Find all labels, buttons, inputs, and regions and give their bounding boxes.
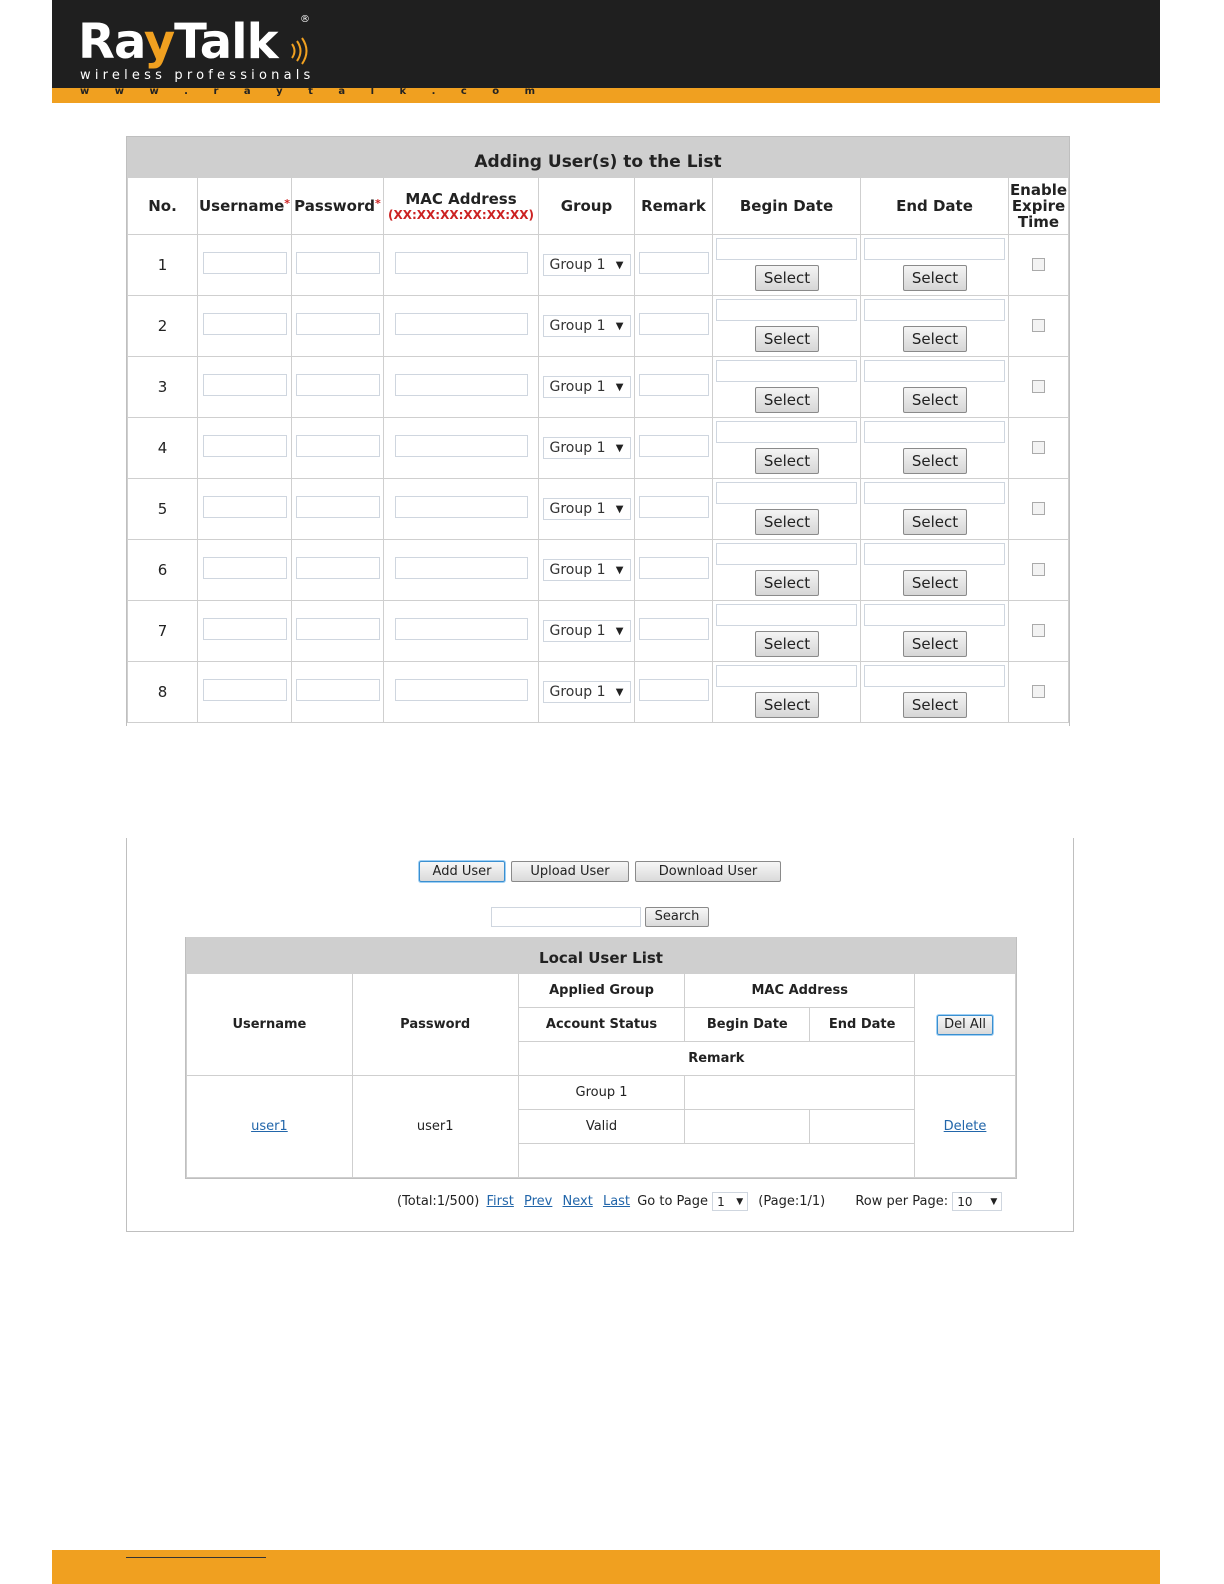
end-date-input[interactable] [864,238,1005,260]
password-cell [292,601,384,662]
chevron-down-icon: ▼ [615,442,624,454]
local-users-panel [126,838,1074,1232]
begin-date-cell [713,296,861,357]
remark-input[interactable] [639,435,709,457]
begin-date-select-button[interactable]: Select [755,631,819,657]
mac-input[interactable] [395,252,528,274]
del-all-button[interactable]: Del All [937,1015,993,1035]
add-users-title: Adding User(s) to the List [127,137,1069,177]
expire-cell [1009,418,1069,479]
remark-cell [635,479,713,540]
chevron-down-icon: ▼ [615,259,624,271]
remark-cell [635,540,713,601]
add-users-panel [126,136,1070,726]
add-users-table [127,177,1069,723]
row-number: 2 [128,296,198,357]
password-cell [292,418,384,479]
begin-date-input[interactable] [716,299,857,321]
chevron-down-icon: ▼ [615,503,624,515]
group-select[interactable]: Group 1 ▼ [543,498,631,520]
end-date-input[interactable] [864,543,1005,565]
end-date-select-button[interactable]: Select [903,448,967,474]
user-mac-cell [685,1076,915,1110]
add-user-row [128,540,1069,601]
pager-next-link[interactable]: Next [562,1194,593,1209]
user-remark-cell [518,1144,914,1178]
begin-date-cell [713,540,861,601]
password-input[interactable] [296,496,380,518]
enable-expire-checkbox[interactable] [1032,685,1045,698]
add-user-row [128,418,1069,479]
username-cell [198,418,292,479]
expire-cell [1009,662,1069,723]
remark-cell [635,357,713,418]
username-input[interactable] [203,374,287,396]
remark-input[interactable] [639,557,709,579]
group-cell [539,601,635,662]
user-group-cell: Group 1 [518,1076,685,1110]
username-input[interactable] [203,313,287,335]
chevron-down-icon: ▼ [615,686,624,698]
chevron-down-icon: ▼ [615,625,624,637]
remark-input[interactable] [639,496,709,518]
end-date-cell [861,479,1009,540]
remark-input[interactable] [639,252,709,274]
row-number: 4 [128,418,198,479]
password-cell [292,540,384,601]
pagination-bar [397,1192,1002,1211]
end-date-select-button[interactable]: Select [903,326,967,352]
begin-date-cell [713,357,861,418]
row-number: 7 [128,601,198,662]
password-input[interactable] [296,679,380,701]
remark-input[interactable] [639,679,709,701]
username-cell [198,296,292,357]
password-cell [292,296,384,357]
begin-date-cell [713,662,861,723]
group-select[interactable]: Group 1 ▼ [543,315,631,337]
username-input[interactable] [203,618,287,640]
begin-date-input[interactable] [716,360,857,382]
add-user-row [128,479,1069,540]
enable-expire-checkbox[interactable] [1032,319,1045,332]
download-user-button[interactable]: Download User [635,861,781,882]
enable-expire-checkbox[interactable] [1032,502,1045,515]
local-user-table [186,973,1016,1178]
begin-date-cell [713,479,861,540]
group-select[interactable]: Group 1 ▼ [543,559,631,581]
mac-cell [384,662,539,723]
mac-cell [384,357,539,418]
password-input[interactable] [296,313,380,335]
username-input[interactable] [203,557,287,579]
expire-cell [1009,296,1069,357]
col-header-remark: Remark [635,178,713,235]
end-date-input[interactable] [864,360,1005,382]
username-input[interactable] [203,679,287,701]
rows-per-page-label: Row per Page: [855,1194,949,1209]
expire-cell [1009,357,1069,418]
chevron-down-icon: ▼ [615,564,624,576]
begin-date-input[interactable] [716,543,857,565]
col-header-username: Username* [198,178,292,235]
add-user-row [128,662,1069,723]
group-cell [539,540,635,601]
end-date-cell [861,601,1009,662]
begin-date-input[interactable] [716,421,857,443]
row-number: 3 [128,357,198,418]
pager-prev-link[interactable]: Prev [524,1194,553,1209]
end-date-cell [861,296,1009,357]
add-user-row [128,357,1069,418]
group-cell [539,235,635,296]
header-actions [915,974,1016,1076]
chevron-down-icon: ▼ [736,1196,744,1207]
pager-page-info: (Page:1/1) [758,1194,826,1209]
password-cell [292,235,384,296]
user-password-cell: user1 [352,1076,518,1178]
pager-total: (Total:1/500) [397,1194,480,1209]
group-select[interactable]: Group 1 ▼ [543,376,631,398]
header-end-date: End Date [810,1008,915,1042]
logo-wordmark: RayTalk [78,14,278,70]
row-number: 5 [128,479,198,540]
delete-user-link[interactable]: Delete [943,1119,987,1134]
pager-goto-label: Go to Page [637,1194,709,1209]
mac-input[interactable] [395,496,528,518]
add-user-row [128,235,1069,296]
user-end-date-cell [810,1110,915,1144]
add-user-row [128,601,1069,662]
group-select[interactable]: Group 1 ▼ [543,681,631,703]
search-input[interactable] [491,907,641,927]
mac-cell [384,235,539,296]
enable-expire-checkbox[interactable] [1032,258,1045,271]
logo-tagline: wireless professionals [80,68,315,83]
group-select[interactable]: Group 1 ▼ [543,437,631,459]
end-date-cell [861,418,1009,479]
raytalk-logo [78,14,547,98]
col-header-no: No. [128,178,198,235]
begin-date-cell [713,601,861,662]
footer-bar [52,1550,1160,1584]
remark-input[interactable] [639,374,709,396]
group-select[interactable]: Group 1 ▼ [543,254,631,276]
footer-rule [126,1557,266,1558]
chevron-down-icon: ▼ [615,381,624,393]
password-cell [292,479,384,540]
remark-cell [635,662,713,723]
header-mac-address: MAC Address [685,974,915,1008]
header-begin-date: Begin Date [685,1008,810,1042]
username-cell [198,601,292,662]
user-username-link[interactable]: user1 [251,1119,288,1134]
enable-expire-checkbox[interactable] [1032,563,1045,576]
begin-date-cell [713,235,861,296]
mac-input[interactable] [395,435,528,457]
rows-per-page-select[interactable]: 10 ▼ [952,1192,1002,1211]
pager-last-link[interactable]: Last [602,1194,631,1209]
mac-format-hint: (XX:XX:XX:XX:XX:XX) [388,208,534,222]
col-header-password: Password* [292,178,384,235]
group-cell [539,662,635,723]
logo-url: w w w . r a y t a l k . c o m [80,86,547,97]
header-account-status: Account Status [518,1008,685,1042]
begin-date-input[interactable] [716,482,857,504]
begin-date-select-button[interactable]: Select [755,509,819,535]
end-date-input[interactable] [864,665,1005,687]
end-date-select-button[interactable]: Select [903,265,967,291]
chevron-down-icon: ▼ [615,320,624,332]
mac-cell [384,540,539,601]
begin-date-select-button[interactable]: Select [755,448,819,474]
group-cell [539,418,635,479]
mac-input[interactable] [395,557,528,579]
remark-cell [635,601,713,662]
expire-cell [1009,601,1069,662]
mac-cell [384,479,539,540]
add-user-button[interactable]: Add User [419,861,505,882]
user-status-cell: Valid [518,1110,685,1144]
end-date-select-button[interactable]: Select [903,509,967,535]
begin-date-select-button[interactable]: Select [755,265,819,291]
mac-cell [384,418,539,479]
remark-input[interactable] [639,618,709,640]
password-cell [292,662,384,723]
local-user-list-title: Local User List [186,937,1016,973]
begin-date-input[interactable] [716,604,857,626]
begin-date-select-button[interactable]: Select [755,692,819,718]
begin-date-select-button[interactable]: Select [755,570,819,596]
username-cell [198,540,292,601]
end-date-input[interactable] [864,299,1005,321]
end-date-input[interactable] [864,604,1005,626]
header-username: Username [187,974,353,1076]
end-date-cell [861,357,1009,418]
search-button[interactable]: Search [645,907,709,927]
expire-cell [1009,540,1069,601]
pager-first-link[interactable]: First [486,1194,514,1209]
col-header-group: Group [539,178,635,235]
password-input[interactable] [296,557,380,579]
page-select[interactable]: 1 ▼ [712,1192,748,1211]
row-number: 8 [128,662,198,723]
group-cell [539,296,635,357]
group-cell [539,357,635,418]
col-header-begin-date: Begin Date [713,178,861,235]
remark-cell [635,296,713,357]
wireless-waves-icon [288,36,312,66]
row-number: 6 [128,540,198,601]
registered-mark: ® [300,14,310,25]
group-cell [539,479,635,540]
mac-input[interactable] [395,313,528,335]
end-date-select-button[interactable]: Select [903,570,967,596]
user-begin-date-cell [685,1110,810,1144]
username-cell [198,235,292,296]
header-password: Password [352,974,518,1076]
password-input[interactable] [296,435,380,457]
end-date-select-button[interactable]: Select [903,631,967,657]
user-action-cell [915,1076,1016,1178]
username-cell [198,662,292,723]
remark-cell [635,418,713,479]
begin-date-input[interactable] [716,665,857,687]
password-input[interactable] [296,618,380,640]
end-date-input[interactable] [864,421,1005,443]
begin-date-select-button[interactable]: Select [755,326,819,352]
col-header-mac: MAC Address (XX:XX:XX:XX:XX:XX) [384,178,539,235]
end-date-input[interactable] [864,482,1005,504]
begin-date-input[interactable] [716,238,857,260]
password-input[interactable] [296,374,380,396]
local-user-list [185,937,1017,1179]
username-input[interactable] [203,435,287,457]
row-number: 1 [128,235,198,296]
add-user-row [128,296,1069,357]
expire-cell [1009,479,1069,540]
end-date-cell [861,662,1009,723]
enable-expire-checkbox[interactable] [1032,441,1045,454]
username-cell [198,357,292,418]
end-date-cell [861,235,1009,296]
username-input[interactable] [203,496,287,518]
username-cell [198,479,292,540]
header-remark: Remark [518,1042,914,1076]
username-input[interactable] [203,252,287,274]
end-date-cell [861,540,1009,601]
chevron-down-icon: ▼ [990,1196,998,1207]
mac-cell [384,296,539,357]
col-header-enable-expire: Enable Expire Time [1009,178,1069,235]
col-header-end-date: End Date [861,178,1009,235]
mac-input[interactable] [395,374,528,396]
mac-input[interactable] [395,618,528,640]
mac-input[interactable] [395,679,528,701]
begin-date-select-button[interactable]: Select [755,387,819,413]
enable-expire-checkbox[interactable] [1032,380,1045,393]
group-select[interactable]: Group 1 ▼ [543,620,631,642]
mac-cell [384,601,539,662]
upload-user-button[interactable]: Upload User [511,861,629,882]
remark-cell [635,235,713,296]
enable-expire-checkbox[interactable] [1032,624,1045,637]
begin-date-cell [713,418,861,479]
remark-input[interactable] [639,313,709,335]
password-cell [292,357,384,418]
password-input[interactable] [296,252,380,274]
user-username-cell [187,1076,353,1178]
header-applied-group: Applied Group [518,974,685,1008]
end-date-select-button[interactable]: Select [903,692,967,718]
expire-cell [1009,235,1069,296]
end-date-select-button[interactable]: Select [903,387,967,413]
